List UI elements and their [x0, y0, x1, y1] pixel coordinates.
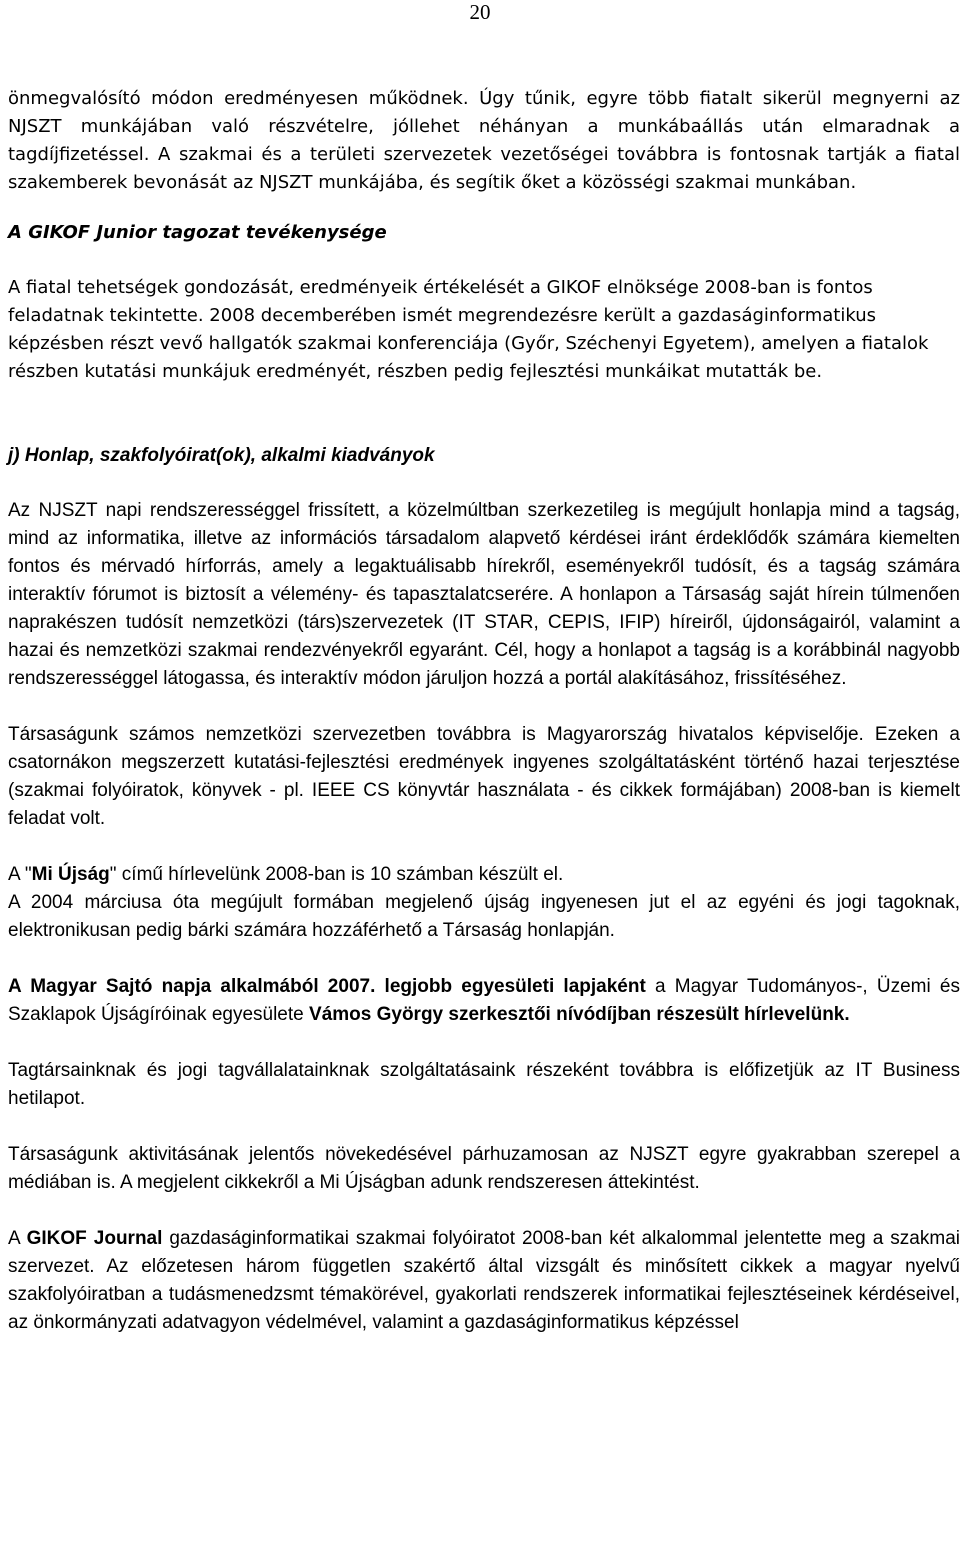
gikof-journal-paragraph	[8, 1225, 960, 1337]
journal-post: gazdaságinformatikai szakmai folyóiratot 2008-ban két alkalommal jelentette meg a szakmai szervezet. Az előzetesen három független szakértő által vizsgált és minősített cikkek a magyar nyelvű szakfolyóiratban a tudásmenedzsmt témakörével, gyakorlati rendszerek informatikai fejlesztéseinek kérdéseivel, az önkormányzati adatvagyon védelmével, valamint a gazdaságinformatikus képzéssel	[8, 1228, 960, 1333]
website-paragraph: Az NJSZT napi rendszerességgel frissített, a közelmúltban szerkezetileg is megújult honlapja mind a tagság, mind az informatika, illetve az információs társadalom alapvető kérdései iránt érdeklődők számára kiemelten fontos és mérvadó hírforrás, amely a legaktuálisabb hírekről, eseményekről tudósít, és a tagság számára interaktív fórumot is biztosít a vélemény- és tapasztalatcserére. A honlapon a Társaság saját hírein túlmenően naprakészen tudósít nemzetközi (társ)szervezetek (IT STAR, CEPIS, IFIP) híreiről, újdonságairól, valamint a hazai és nemzetközi szakmai rendezvényekről egyaránt. Cél, hogy a honlapot a tagság is a korábbinál nagyobb rendszerességgel látogassa, és interaktív módon járuljon hozzá a portál alakításához, frissítéséhez.	[8, 500, 960, 689]
gikof-junior-heading: A GIKOF Junior tagozat tevékenysége	[8, 222, 387, 243]
award-paragraph	[8, 973, 960, 1029]
mi-ujsag-name: Mi Újság	[31, 864, 110, 885]
intro-paragraph: önmegvalósító módon eredményesen működnek. Úgy tűnik, egyre több fiatalt sikerül megnyerni az NJSZT munkájában való részvételre, jóllehet néhányan a munkábaállás után elmaradnak a tagdíjfizetéssel. A szakmai és a területi szervezetek vezetőségei továbbra is fontosnak tartják a fiatal szakemberek bevonását az NJSZT munkájába, és segítik őket a közösségi szakmai munkában.	[8, 88, 960, 193]
international-paragraph: Társaságunk számos nemzetközi szervezetben továbbra is Magyarország hivatalos képviselője. Ezeken a csatornákon megszerzett kutatási-fejlesztési eredmények ingyenes szolgáltatásként történő hazai terjesztése (szakmai folyóiratok, könyvek - pl. IEEE CS könyvtár használata - és cikkek formájában) 2008-ban is kiemelt feladat volt.	[8, 724, 960, 829]
award-bold-1: A Magyar Sajtó napja alkalmából 2007. legjobb egyesületi lapjaként	[8, 976, 646, 997]
gikof-junior-paragraph: A fiatal tehetségek gondozását, eredményeik értékelését a GIKOF elnöksége 2008-ban is fontos feladatnak tekintette. 2008 decemberében ismét megrendezésre került a gazdaságinformatikus képzésben részt vevő hallgatók szakmai konferenciája (Győr, Széchenyi Egyetem), amelyen a fiatalok részben kutatási munkájuk eredményét, részben pedig fejlesztési munkáikat mutatták be.	[8, 277, 929, 382]
page-number: 20	[469, 0, 491, 24]
journal-pre: A	[8, 1228, 27, 1249]
award-bold-2: Vámos György szerkesztői nívódíjban részesült hírlevelünk.	[309, 1004, 850, 1025]
mi-ujsag-paragraph	[8, 861, 960, 889]
mi-ujsag-description: A 2004 márciusa óta megújult formában megjelenő újság ingyenesen jut el az egyéni és jogi tagoknak, elektronikusan pedig bárki számára hozzáférhető a Társaság honlapján.	[8, 892, 960, 941]
section-j-heading: j) Honlap, szakfolyóirat(ok), alkalmi kiadványok	[8, 445, 435, 466]
media-paragraph: Társaságunk aktivitásának jelentős növekedésével párhuzamosan az NJSZT egyre gyakrabban szerepel a médiában is. A megjelent cikkekről a Mi Újságban adunk rendszeresen áttekintést.	[8, 1144, 960, 1193]
document-body	[8, 85, 960, 1337]
journal-name: GIKOF Journal	[26, 1228, 163, 1249]
mi-ujsag-post: " című hírlevelünk 2008-ban is 10 számban készült el.	[109, 864, 564, 885]
award-text: a Magyar Tudományos-, Üzemi és Szaklapok Újságíróinak egyesülete	[8, 976, 960, 1025]
it-business-paragraph: Tagtársainknak és jogi tagvállalatainknak szolgáltatásaink részeként továbbra is előfizetjük az IT Business hetilapot.	[8, 1060, 960, 1109]
mi-ujsag-pre: A "	[8, 864, 32, 885]
